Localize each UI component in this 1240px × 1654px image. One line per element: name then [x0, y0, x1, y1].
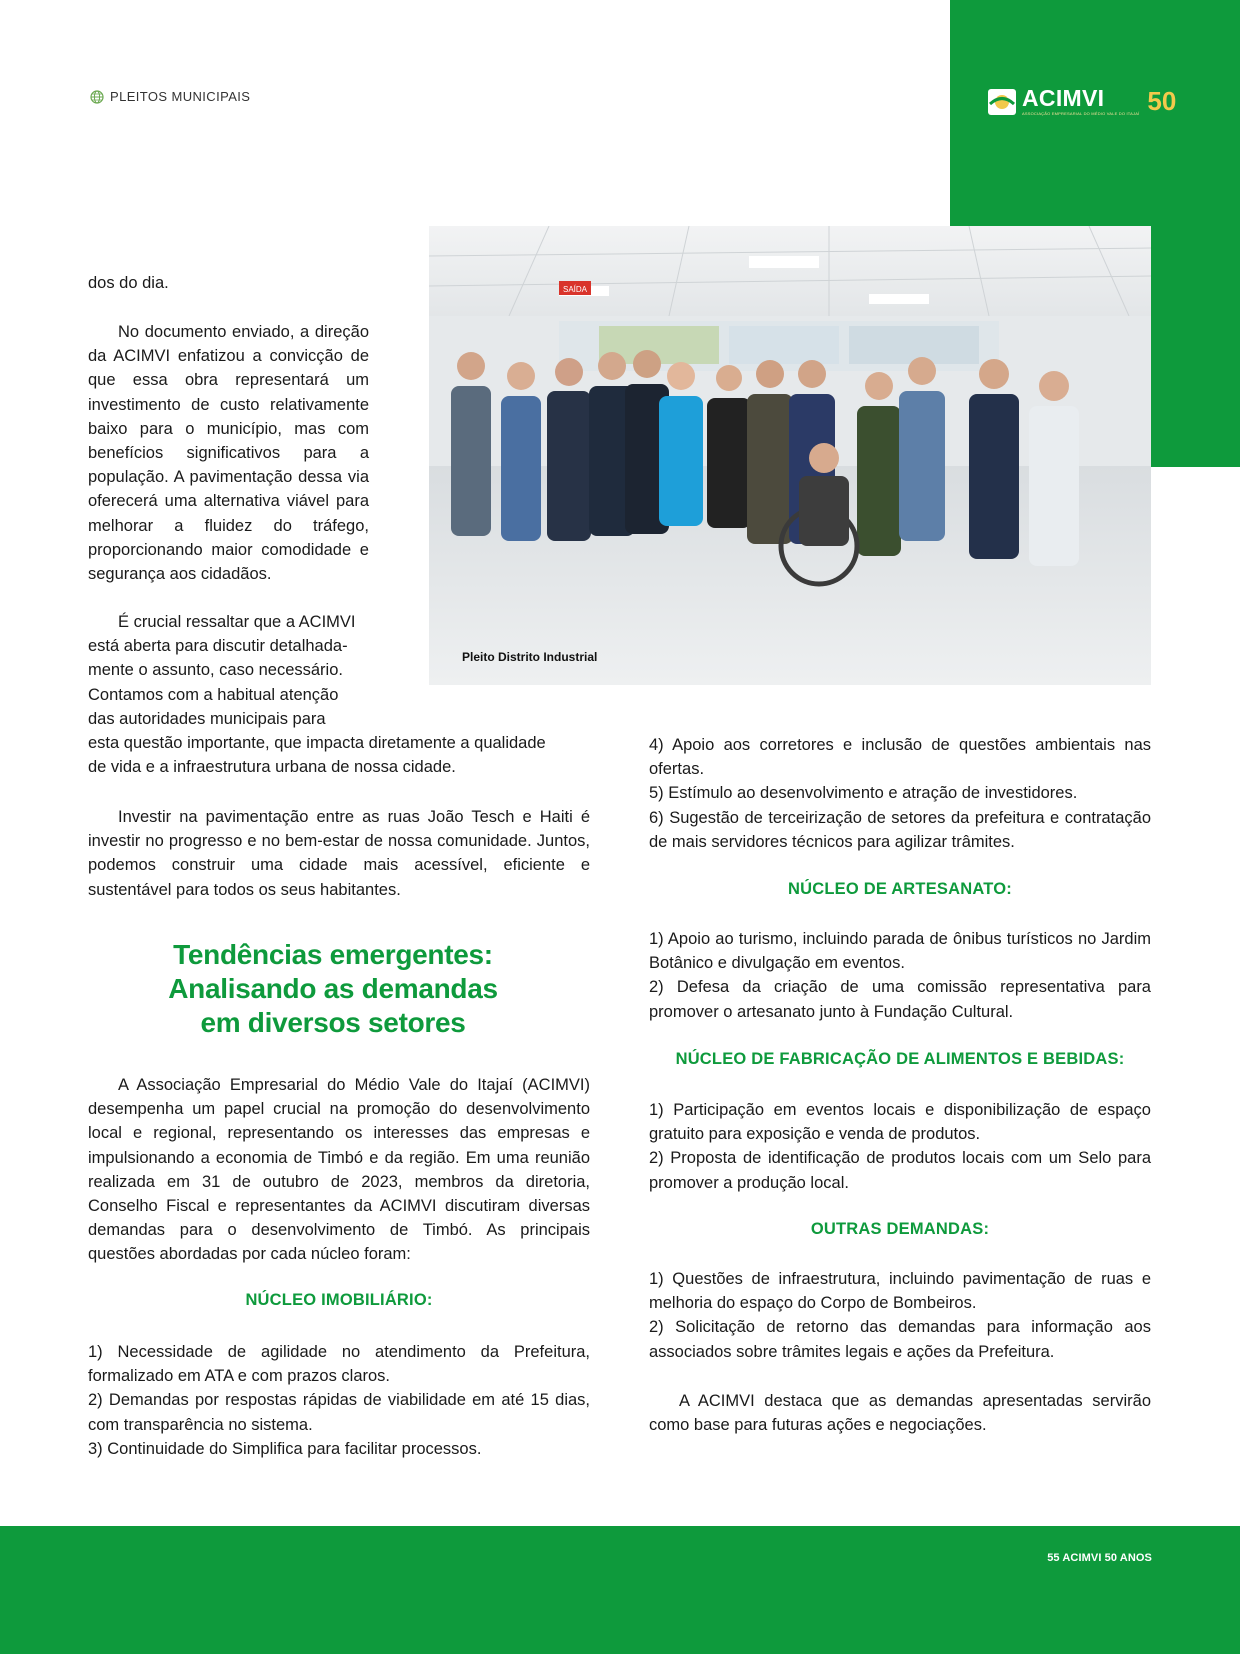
section-heading-line: Analisando as demandas [168, 973, 498, 1004]
list-item: 3) Continuidade do Simplifica para facilitar processos. [88, 1439, 482, 1458]
list-item: 1) Necessidade de agilidade no atendimento da Prefeitura, formalizado em ATA e com prazos claros. [88, 1343, 590, 1386]
artesanato-list [649, 927, 1151, 1024]
section-heading-line: Tendências emergentes: [173, 939, 493, 970]
list-item: 2) Demandas por respostas rápidas de viabilidade em até 15 dias, com transparência no sistema. [88, 1391, 590, 1434]
left-p1: dos do dia. [88, 274, 169, 292]
logo-text: ACIMVI [1022, 85, 1105, 111]
list-item: 2) Solicitação de retorno das demandas para informação aos associados sobre trâmites legais e ações da Prefeitura. [649, 1318, 1151, 1361]
left-p3 [88, 610, 592, 779]
list-item: 1) Participação em eventos locais e disponibilização de espaço gratuito para exposição e venda de produtos. [649, 1101, 1151, 1144]
left-p3-line: mente o assunto, caso necessário. [88, 661, 343, 680]
list-item: 5) Estímulo ao desenvolvimento e atração de investidores. [649, 784, 1078, 803]
left-p3-line: está aberta para discutir detalhada- [88, 637, 348, 656]
logo-mark-icon [988, 89, 1016, 115]
list-item: 2) Proposta de identificação de produtos locais com um Selo para promover a produção local. [649, 1149, 1151, 1192]
photo-caption: Pleito Distrito Industrial [462, 650, 598, 664]
outras-list [649, 1267, 1151, 1364]
alimentos-list [649, 1098, 1151, 1195]
list-item: 1) Questões de infraestrutura, incluindo pavimentação de ruas e melhoria do espaço do Corpo de Bombeiros. [649, 1270, 1151, 1313]
left-p3-line: de vida e a infraestrutura urbana de nossa cidade. [88, 758, 456, 777]
section-heading [88, 938, 578, 1040]
list-item: 1) Apoio ao turismo, incluindo parada de ônibus turísticos no Jardim Botânico e divulgação em eventos. [649, 930, 1151, 973]
section-heading-line: em diversos setores [200, 1007, 466, 1038]
left-p2: No documento enviado, a direção da ACIMVI enfatizou a convicção de que essa obra representará um investimento de custo relativamente baixo para o município, mas com benefícios significativos para a população. A pavimentação dessa via oferecerá uma alternativa viável para melhorar a fluidez do tráfego, proporcionando maior comodidade e segurança aos cidadãos. [88, 323, 369, 584]
section-label [90, 89, 250, 104]
subhead-alimentos: NÚCLEO DE FABRICAÇÃO DE ALIMENTOS E BEBIDAS: [675, 1050, 1125, 1068]
subhead-imobiliario: NÚCLEO IMOBILIÁRIO: [245, 1291, 433, 1309]
left-p3-line: esta questão importante, que impacta diretamente a qualidade [88, 734, 546, 753]
footer-page-label: 55 ACIMVI 50 ANOS [1047, 1552, 1152, 1564]
left-p3-line: É crucial ressaltar que a ACIMVI [118, 613, 356, 631]
acimvi-logo [988, 86, 1176, 117]
subhead-artesanato: NÚCLEO DE ARTESANATO: [788, 880, 1012, 898]
list-item: 2) Defesa da criação de uma comissão representativa para promover o artesanato junto à Fundação Cultural. [649, 978, 1151, 1021]
closing-paragraph: A ACIMVI destaca que as demandas apresentadas servirão como base para futuras ações e negociações. [649, 1392, 1151, 1435]
imobiliario-cont-list [649, 733, 1151, 854]
left-p5: A Associação Empresarial do Médio Vale do Itajaí (ACIMVI) desempenha um papel crucial na promoção do desenvolvimento local e regional, representando os interesses das empresas e impulsionando a economia de Timbó e da região. Em uma reunião realizada em 31 de outubro de 2023, membros da diretoria, Conselho Fiscal e representantes da ACIMVI discutiram diversas demandas para o desenvolvimento de Timbó. As principais questões abordadas por cada núcleo foram: [88, 1076, 590, 1264]
exit-sign: SAÍDA [562, 285, 588, 294]
left-p4: Investir na pavimentação entre as ruas João Tesch e Haiti é investir no progresso e no bem-estar de nossa comunidade. Juntos, podemos construir uma cidade mais acessível, eficiente e sustentável para todos os seus habitantes. [88, 808, 590, 899]
logo-anniversary: 50 [1147, 86, 1177, 116]
left-p3-line: das autoridades municipais para [88, 709, 326, 728]
imobiliario-list [88, 1340, 590, 1461]
section-label-text: PLEITOS MUNICIPAIS [110, 89, 251, 104]
left-p3-line: Contamos com a habitual atenção [88, 685, 339, 704]
list-item: 6) Sugestão de terceirização de setores da prefeitura e contratação de mais servidores técnicos para agilizar trâmites. [649, 808, 1151, 851]
globe-icon [90, 90, 104, 104]
logo-subtitle: ASSOCIAÇÃO EMPRESARIAL DO MÉDIO VALE DO ITAJAÍ [1022, 111, 1140, 116]
list-item: 4) Apoio aos corretores e inclusão de questões ambientais nas ofertas. [649, 736, 1151, 779]
subhead-outras: OUTRAS DEMANDAS: [810, 1220, 990, 1238]
footer-band [0, 1526, 1240, 1654]
